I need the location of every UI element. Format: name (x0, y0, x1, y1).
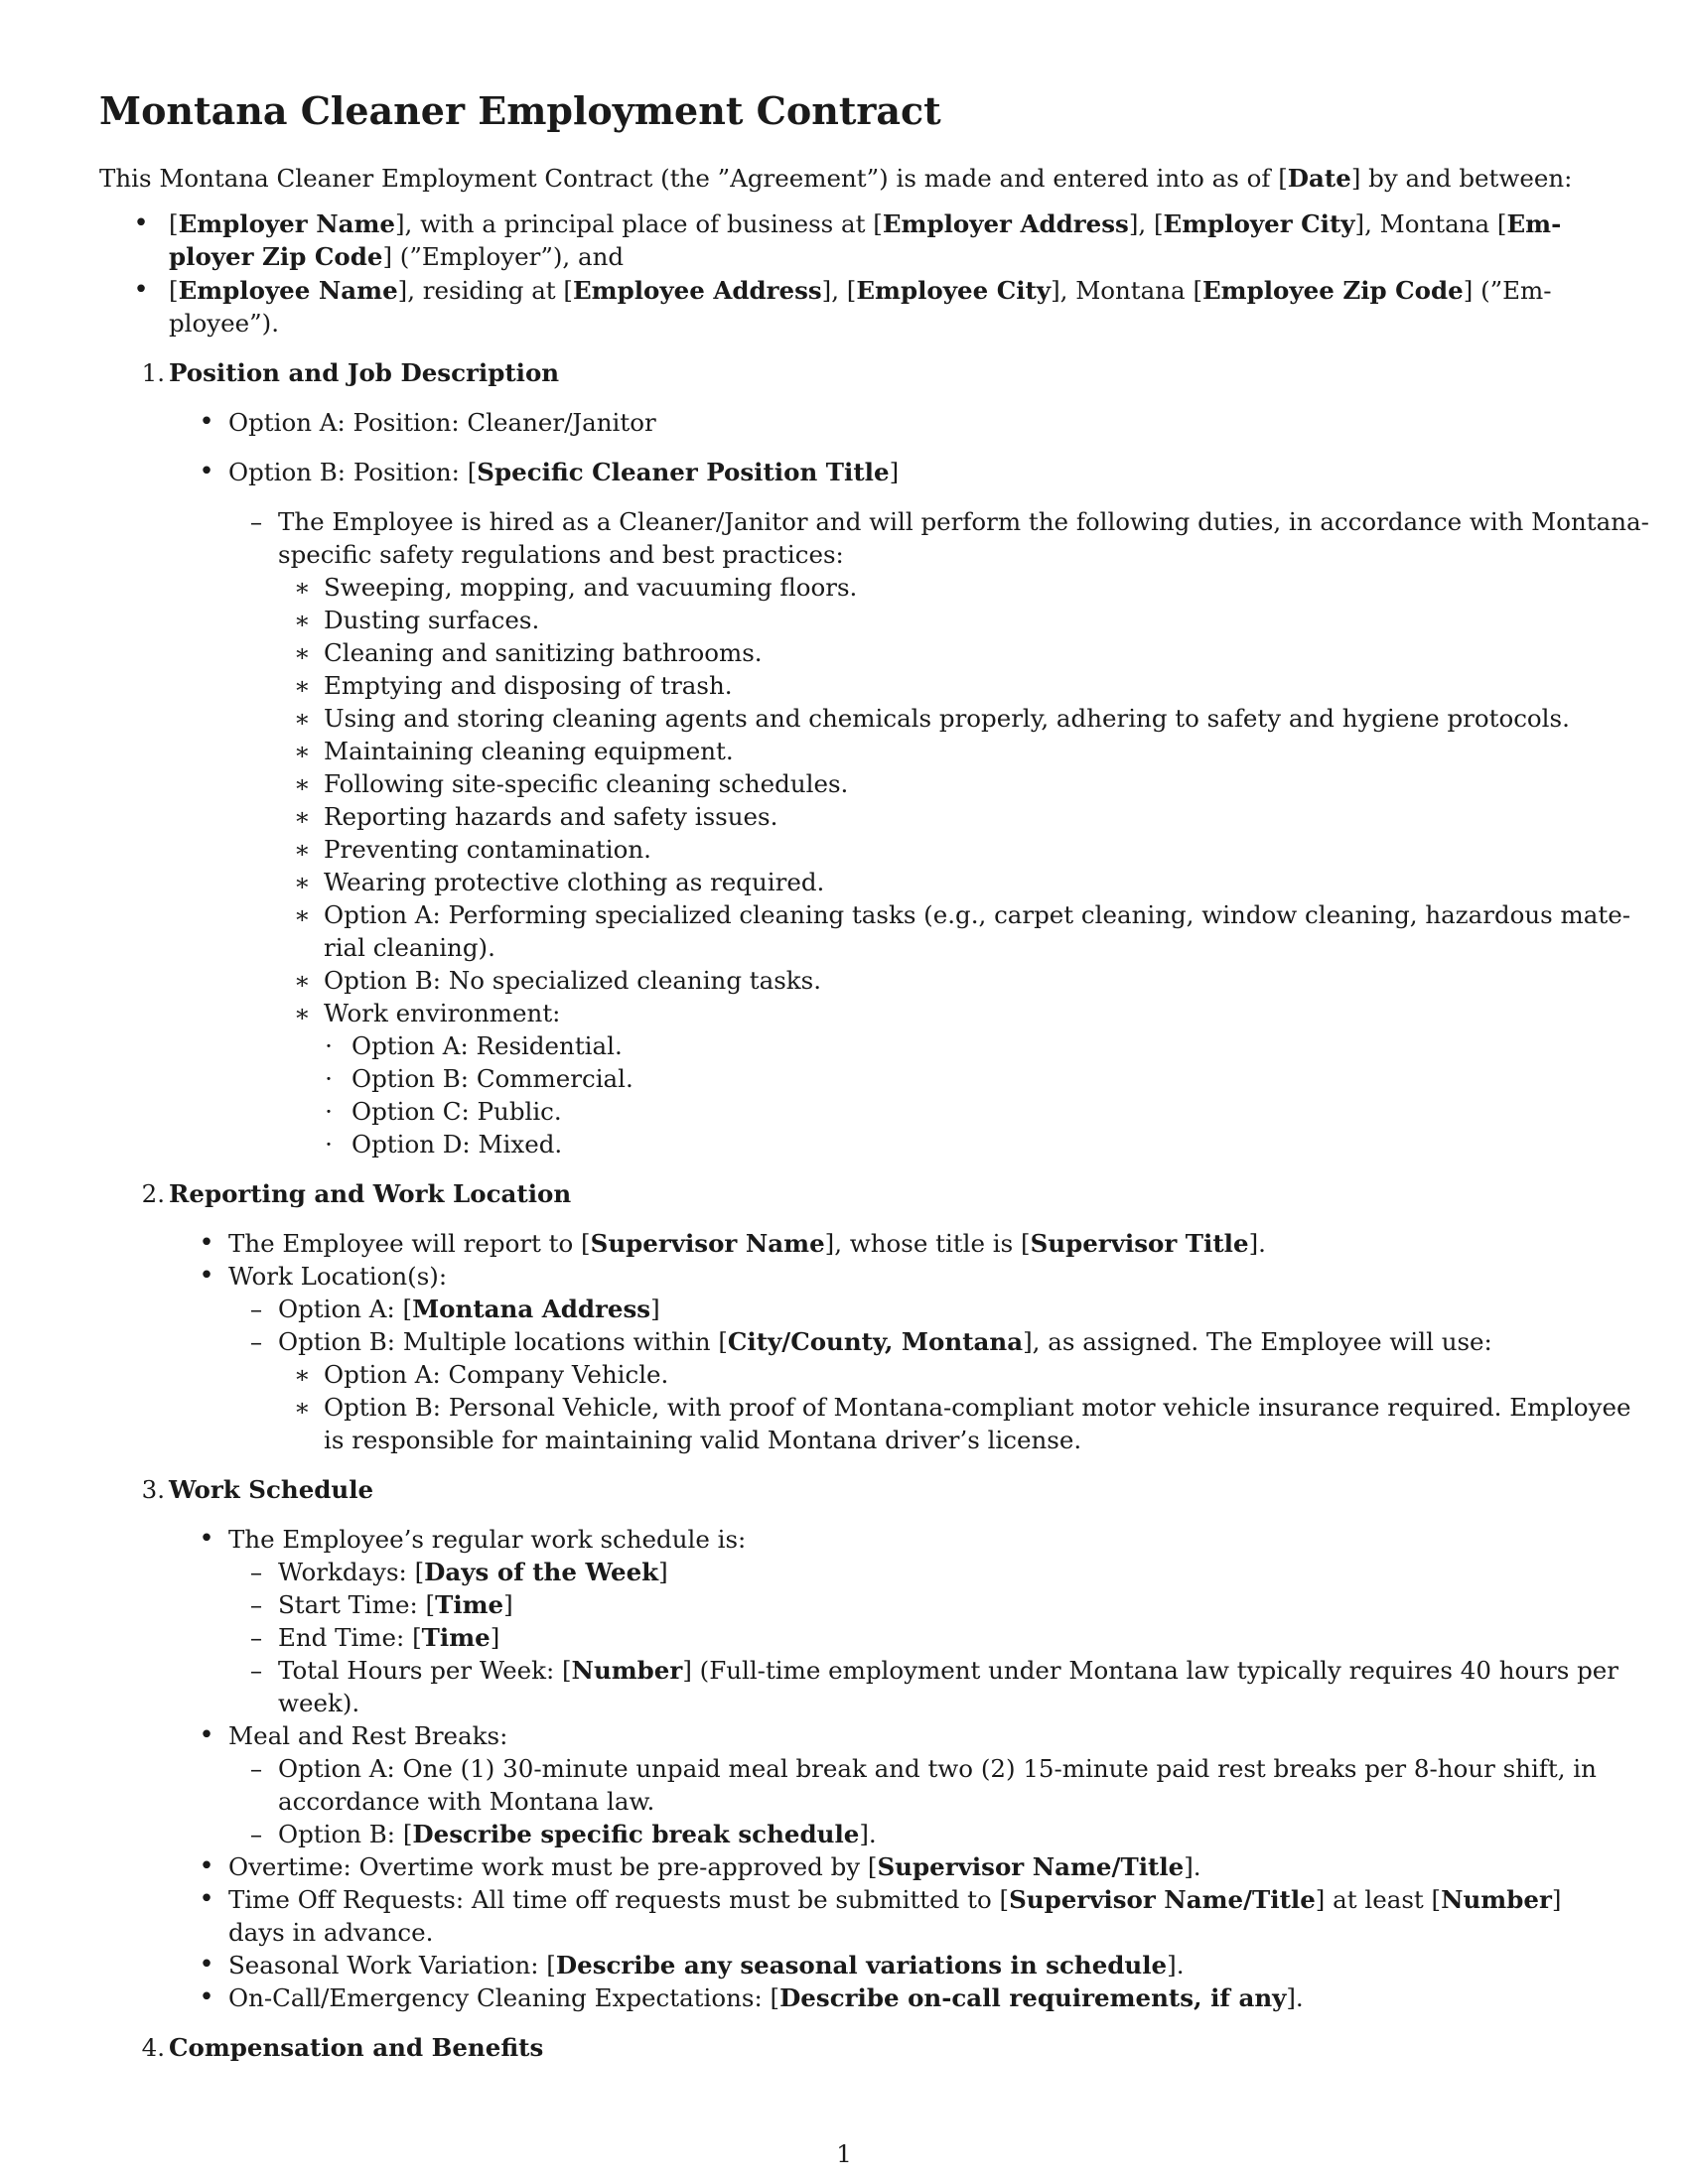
start-time-line: Start Time: [Time] (278, 1590, 513, 1619)
star-marker: ∗ (294, 1393, 311, 1422)
bullet-marker: • (199, 1720, 214, 1750)
star-marker: ∗ (294, 573, 311, 602)
intro-paragraph: This Montana Cleaner Employment Contract (the ”Agreement”) is made and entered into as of [Date] by and between: (99, 164, 1573, 193)
breaks-label: Meal and Rest Breaks: (228, 1721, 508, 1750)
star-marker: ∗ (294, 900, 311, 929)
section-3-heading: Work Schedule (169, 1475, 374, 1504)
section-2-heading: Reporting and Work Location (169, 1179, 572, 1208)
duty-item: Maintaining cleaning equipment. (324, 737, 734, 765)
duty-item: Reporting hazards and safety issues. (324, 802, 778, 831)
duty-item: Following site-specific cleaning schedules. (324, 769, 849, 798)
environment-option: Option B: Commercial. (352, 1064, 633, 1093)
duty-item: Wearing protective clothing as required. (324, 868, 825, 896)
position-option-b: Option B: Position: [Specific Cleaner Position Title] (228, 458, 900, 486)
page-number: 1 (836, 2139, 852, 2168)
specialized-option-a-line1: Option A: Performing specialized cleaning tasks (e.g., carpet cleaning, window cleaning, hazardous mate- (324, 900, 1630, 929)
document-title: Montana Cleaner Employment Contract (99, 88, 941, 133)
dot-marker: · (325, 1064, 333, 1093)
vehicle-option-b-line1: Option B: Personal Vehicle, with proof of Montana-compliant motor vehicle insurance required. Employee (324, 1393, 1631, 1422)
dash-marker: – (249, 1590, 263, 1619)
dash-marker: – (249, 1327, 263, 1356)
star-marker: ∗ (294, 999, 311, 1027)
party-employee-line2: ployee”). (169, 309, 279, 338)
dash-marker: – (249, 1754, 263, 1783)
duty-item: Emptying and disposing of trash. (324, 671, 733, 700)
environment-option: Option C: Public. (352, 1097, 562, 1126)
vehicle-option-a: Option A: Company Vehicle. (324, 1360, 669, 1389)
bullet-marker: • (199, 1851, 214, 1881)
star-marker: ∗ (294, 966, 311, 995)
section-number: 2. (141, 1179, 165, 1208)
bullet-marker: • (199, 457, 214, 486)
dash-marker: – (249, 1820, 263, 1848)
dot-marker: · (325, 1097, 333, 1126)
bullet-marker: • (199, 1884, 214, 1914)
break-option-a-line1: Option A: One (1) 30-minute unpaid meal break and two (2) 15-minute paid rest breaks per 8-hour shift, in (278, 1754, 1597, 1783)
bullet-marker: • (199, 1524, 214, 1554)
dash-marker: – (249, 1623, 263, 1652)
workdays-line: Workdays: [Days of the Week] (278, 1558, 668, 1586)
environment-option: Option D: Mixed. (352, 1130, 563, 1159)
position-option-a: Option A: Position: Cleaner/Janitor (228, 408, 656, 437)
section-4-heading: Compensation and Benefits (169, 2033, 544, 2062)
total-hours-line1: Total Hours per Week: [Number] (Full-time employment under Montana law typically requires 40 hours per (278, 1656, 1618, 1685)
section-number: 1. (141, 358, 165, 387)
overtime-line: Overtime: Overtime work must be pre-approved by [Supervisor Name/Title]. (228, 1852, 1201, 1881)
on-call-line: On-Call/Emergency Cleaning Expectations: [Describe on-call requirements, if any]. (228, 1983, 1304, 2012)
dash-marker: – (249, 1656, 263, 1685)
bullet-marker: • (133, 275, 149, 305)
specialized-option-b: Option B: No specialized cleaning tasks. (324, 966, 822, 995)
star-marker: ∗ (294, 1360, 311, 1389)
bullet-marker: • (199, 1261, 214, 1291)
duty-item: Preventing contamination. (324, 835, 651, 864)
section-1-heading: Position and Job Description (169, 358, 560, 387)
dash-marker: – (249, 1558, 263, 1586)
star-marker: ∗ (294, 802, 311, 831)
work-location-label: Work Location(s): (228, 1262, 448, 1291)
document-page (99, 0, 1649, 2184)
location-option-b: Option B: Multiple locations within [City/County, Montana], as assigned. The Employee will use: (278, 1327, 1492, 1356)
duties-intro-line2: specific safety regulations and best practices: (278, 540, 844, 569)
location-option-a: Option A: [Montana Address] (278, 1295, 660, 1323)
star-marker: ∗ (294, 704, 311, 733)
break-option-b: Option B: [Describe specific break schedule]. (278, 1820, 877, 1848)
bullet-marker: • (199, 1950, 214, 1979)
bullet-marker: • (199, 407, 214, 437)
star-marker: ∗ (294, 769, 311, 798)
time-off-line2: days in advance. (228, 1918, 434, 1947)
star-marker: ∗ (294, 868, 311, 896)
dot-marker: · (325, 1130, 333, 1159)
star-marker: ∗ (294, 737, 311, 765)
bullet-marker: • (199, 1982, 214, 2012)
break-option-a-line2: accordance with Montana law. (278, 1787, 655, 1816)
total-hours-line2: week). (278, 1689, 360, 1717)
supervisor-report-line: The Employee will report to [Supervisor Name], whose title is [Supervisor Title]. (228, 1229, 1266, 1258)
star-marker: ∗ (294, 835, 311, 864)
schedule-label: The Employee’s regular work schedule is: (228, 1525, 747, 1554)
duty-item: Sweeping, mopping, and vacuuming floors. (324, 573, 858, 602)
star-marker: ∗ (294, 606, 311, 634)
end-time-line: End Time: [Time] (278, 1623, 500, 1652)
duty-item: Dusting surfaces. (324, 606, 540, 634)
work-environment-label: Work environment: (324, 999, 561, 1027)
duty-item: Using and storing cleaning agents and chemicals properly, adhering to safety and hygiene protocols. (324, 704, 1570, 733)
bullet-marker: • (133, 208, 149, 238)
environment-option: Option A: Residential. (352, 1031, 623, 1060)
dash-marker: – (249, 507, 263, 536)
time-off-line1: Time Off Requests: All time off requests must be submitted to [Supervisor Name/Title] at least [Number] (228, 1885, 1562, 1914)
star-marker: ∗ (294, 671, 311, 700)
dot-marker: · (325, 1031, 333, 1060)
star-marker: ∗ (294, 638, 311, 667)
vehicle-option-b-line2: is responsible for maintaining valid Montana driver’s license. (324, 1426, 1082, 1454)
dash-marker: – (249, 1295, 263, 1323)
section-number: 4. (141, 2033, 165, 2062)
bullet-marker: • (199, 1228, 214, 1258)
specialized-option-a-line2: rial cleaning). (324, 933, 495, 962)
duties-intro-line1: The Employee is hired as a Cleaner/Janitor and will perform the following duties, in accordance with Montana- (278, 507, 1649, 536)
seasonal-variation-line: Seasonal Work Variation: [Describe any seasonal variations in schedule]. (228, 1951, 1185, 1979)
party-employer-line2: ployer Zip Code] (”Employer”), and (169, 242, 625, 271)
section-number: 3. (141, 1475, 165, 1504)
party-employee-line1: [Employee Name], residing at [Employee Address], [Employee City], Montana [Employee Zip Code] (”Em- (169, 276, 1552, 305)
party-employer-line1: [Employer Name], with a principal place of business at [Employer Address], [Employer City], Montana [Em- (169, 209, 1562, 238)
duty-item: Cleaning and sanitizing bathrooms. (324, 638, 763, 667)
